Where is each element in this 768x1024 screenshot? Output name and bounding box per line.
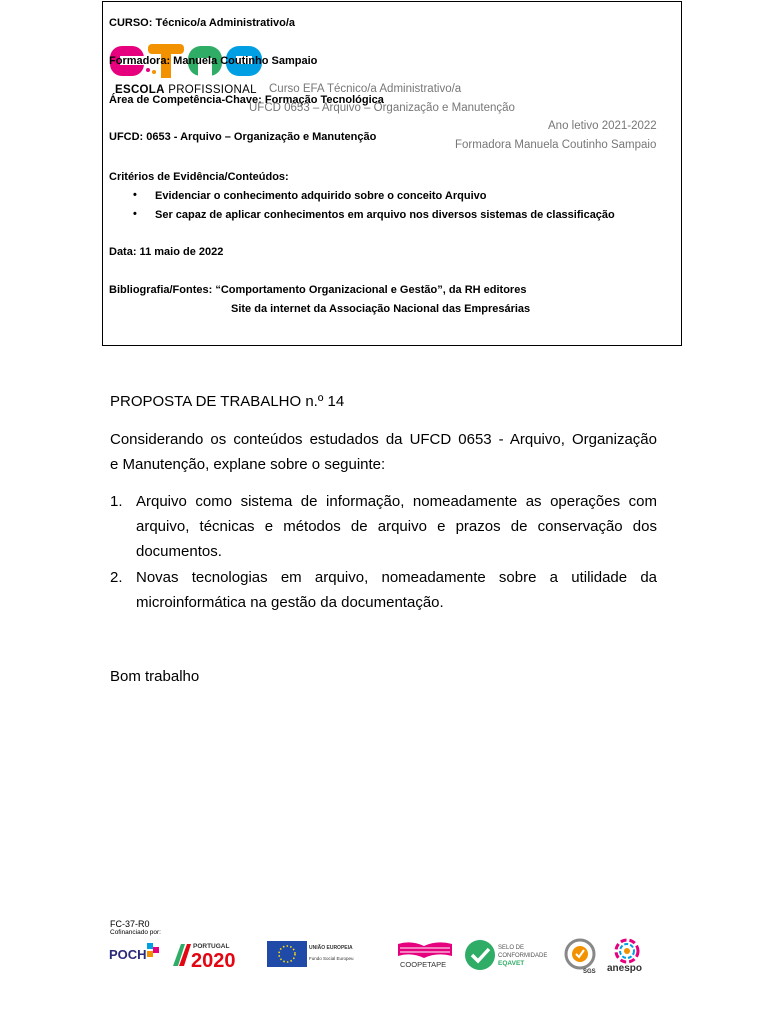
- criterio-item: Evidenciar o conhecimento adquirido sobre o conceito Arquivo: [155, 190, 487, 202]
- area-label: Área de Competência-Chave: Formação Tecnológica: [109, 94, 384, 106]
- ufcd-label: UFCD: 0653 - Arquivo – Organização e Manutenção: [109, 131, 377, 143]
- bullet-icon: •: [133, 208, 137, 220]
- criterio-item: Ser capaz de aplicar conhecimentos em arquivo nos diversos sistemas de classificação: [155, 209, 615, 221]
- anespo-logo: [605, 937, 649, 983]
- selo-text: SELO DE: [498, 945, 525, 951]
- page-title: PROPOSTA DE TRABALHO n.º 14: [110, 393, 345, 410]
- formadora-label: Formadora: Manuela Coutinho Sampaio: [109, 55, 318, 67]
- overlay-curso: Curso EFA Técnico/a Administrativo/a: [269, 83, 462, 95]
- criterios-title: Critérios de Evidência/Conteúdos:: [109, 171, 289, 183]
- item-number: 1.: [110, 493, 123, 510]
- bullet-icon: •: [133, 189, 137, 201]
- bibliografia-label: Bibliografia/Fontes: “Comportamento Organizacional e Gestão”, da RH editores: [109, 284, 527, 296]
- portugal-2020-logo: [171, 940, 259, 968]
- item-line: Novas tecnologias em arquivo, nomeadamente sobre a utilidade da: [136, 569, 657, 586]
- fse-text: Fundo Social Europeu: [309, 956, 354, 961]
- overlay-formadora: Formadora Manuela Coutinho Sampaio: [455, 139, 657, 151]
- coopetape-text: COOPETAPE: [400, 960, 447, 969]
- overlay-ufcd: UFCD 0653 – Arquivo – Organização e Manutenção: [249, 102, 515, 114]
- coopetape-logo: [396, 940, 456, 970]
- item-line: arquivo, técnicas e métodos de arquivo e prazos de conservação dos: [136, 518, 657, 535]
- p2020-text: 2020: [191, 950, 236, 968]
- cofinanciado-label: Cofinanciado por:: [110, 929, 161, 936]
- closing-text: Bom trabalho: [110, 668, 200, 685]
- poch-logo: [109, 939, 161, 965]
- item-line: microinformática na gestão da documentação.: [136, 594, 444, 611]
- anespo-text: anespo: [607, 963, 643, 974]
- item-line: documentos.: [136, 543, 222, 560]
- portugal-text: PORTUGAL: [193, 943, 230, 950]
- bibliografia-site: Site da internet da Associação Nacional das Empresárias: [231, 303, 531, 315]
- eu-flag-logo: [267, 940, 357, 968]
- overlay-ano: Ano letivo 2021-2022: [548, 120, 657, 132]
- footer-code: FC-37-R0: [110, 919, 150, 929]
- sgs-text: SGS: [583, 969, 596, 974]
- eqavet-seal-logo: [464, 939, 560, 971]
- poch-text: POCH: [109, 947, 147, 962]
- eqavet-text: EQAVET: [498, 960, 525, 967]
- data-label: Data: 11 maio de 2022: [109, 246, 224, 258]
- intro-line-2: e Manutenção, explane sobre o seguinte:: [110, 456, 386, 473]
- curso-label: CURSO: Técnico/a Administrativo/a: [109, 17, 296, 29]
- logo-subtitle: ESCOLA PROFISSIONAL: [115, 84, 257, 96]
- item-line: Arquivo como sistema de informação, nomeadamente as operações com: [136, 493, 657, 510]
- conformidade-text: CONFORMIDADE: [498, 953, 548, 959]
- item-number: 2.: [110, 569, 123, 586]
- intro-line-1: Considerando os conteúdos estudados da UFCD 0653 - Arquivo, Organização: [110, 431, 657, 448]
- sgs-seal-logo: [562, 938, 600, 974]
- ue-text: UNIÃO EUROPEIA: [309, 945, 353, 951]
